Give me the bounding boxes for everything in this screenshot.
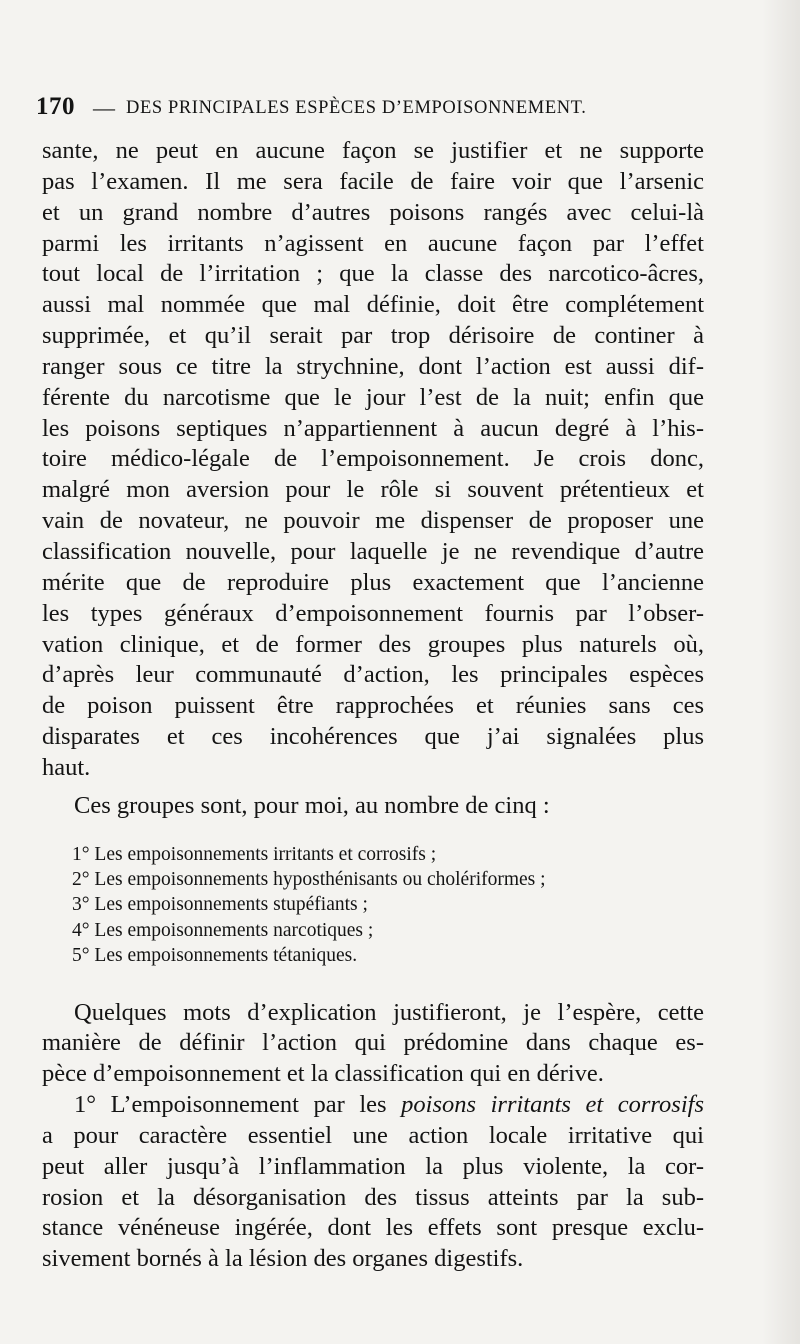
text-line: d’après leur communauté d’action, les principales espèces xyxy=(42,661,704,689)
text-line: férente du narcotisme que le jour l’est de la nuit; enfin que xyxy=(42,383,704,411)
text-line: manière de définir l’action qui prédomine dans chaque es- xyxy=(42,1029,704,1057)
list-intro-paragraph: Ces groupes sont, pour moi, au nombre de cinq : xyxy=(74,791,550,819)
text-line: les poisons septiques n’appartiennent à aucun degré à l’his- xyxy=(42,414,704,442)
text-line: toire médico-légale de l’empoisonnement. Je crois donc, xyxy=(42,445,704,473)
italic-term: poisons irritants et corrosifs xyxy=(401,1091,704,1119)
text-line: classification nouvelle, pour laquelle je ne revendique d’autre xyxy=(42,537,704,565)
irritant-poisons-paragraph xyxy=(42,1090,704,1275)
text-line: peut aller jusqu’à l’inflammation la plus violente, la cor- xyxy=(42,1152,704,1180)
paragraph-continuation xyxy=(42,136,704,784)
text-line: pèce d’empoisonnement et la classification qui en dérive. xyxy=(42,1060,604,1088)
text-line: rosion et la désorganisation des tissus atteints par la sub- xyxy=(42,1183,704,1211)
text-line: vain de novateur, ne pouvoir me dispenser de proposer une xyxy=(42,507,704,535)
text-line: malgré mon aversion pour le rôle si souvent prétentieux et xyxy=(42,476,704,504)
text-line: aussi mal nommée que mal définie, doit être complétement xyxy=(42,291,704,319)
text-line: vation clinique, et de former des groupes plus naturels où, xyxy=(42,630,704,658)
header-dash: — xyxy=(93,95,115,120)
list-item: 3° Les empoisonnements stupéfiants ; xyxy=(72,894,368,916)
scan-edge-shadow xyxy=(762,0,800,1344)
text-line: stance vénéneuse ingérée, dont les effets sont presque exclu- xyxy=(42,1214,704,1242)
text-line: parmi les irritants n’agissent en aucune façon par l’effet xyxy=(42,229,704,257)
text-line: sivement bornés à la lésion des organes digestifs. xyxy=(42,1245,524,1273)
text-line: disparates et ces incohérences que j’ai signalées plus xyxy=(42,723,704,751)
text-line: et un grand nombre d’autres poisons rangés avec celui-là xyxy=(42,198,704,226)
list-item: 2° Les empoisonnements hyposthénisants ou cholériformes ; xyxy=(72,868,546,890)
text-line: a pour caractère essentiel une action locale irritative qui xyxy=(42,1121,704,1149)
running-title: DES PRINCIPALES ESPÈCES D’EMPOISONNEMENT. xyxy=(126,98,587,118)
text-line: haut. xyxy=(42,753,91,781)
running-head xyxy=(36,93,736,127)
body-text xyxy=(42,136,704,1275)
text-line: les types généraux d’empoisonnement fournis par l’obser- xyxy=(42,599,704,627)
text-line: tout local de l’irritation ; que la classe des narcotico-âcres, xyxy=(42,260,704,288)
text-line: mérite que de reproduire plus exactement que l’ancienne xyxy=(42,568,704,596)
page-number: 170 xyxy=(36,93,75,120)
list-item: 4° Les empoisonnements narcotiques ; xyxy=(72,919,374,941)
text-line: Quelques mots d’explication justifieront, je l’espère, cette xyxy=(74,998,704,1026)
explanation-paragraph xyxy=(42,998,704,1091)
paragraph-lead: 1° L’empoisonnement par les xyxy=(74,1091,402,1119)
text-line: sante, ne peut en aucune façon se justifier et ne supporte xyxy=(42,137,704,164)
poisoning-groups-list xyxy=(42,842,704,969)
text-line xyxy=(42,1090,704,1121)
list-item: 1° Les empoisonnements irritants et corrosifs ; xyxy=(72,843,437,865)
text-line: ranger sous ce titre la strychnine, dont l’action est aussi dif- xyxy=(42,352,704,380)
text-line: pas l’examen. Il me sera facile de faire voir que l’arsenic xyxy=(42,167,704,195)
text-line: supprimée, et qu’il serait par trop dérisoire de continer à xyxy=(42,322,704,350)
list-item: 5° Les empoisonnements tétaniques. xyxy=(72,945,358,967)
text-line: de poison puissent être rapprochées et réunies sans ces xyxy=(42,692,704,720)
